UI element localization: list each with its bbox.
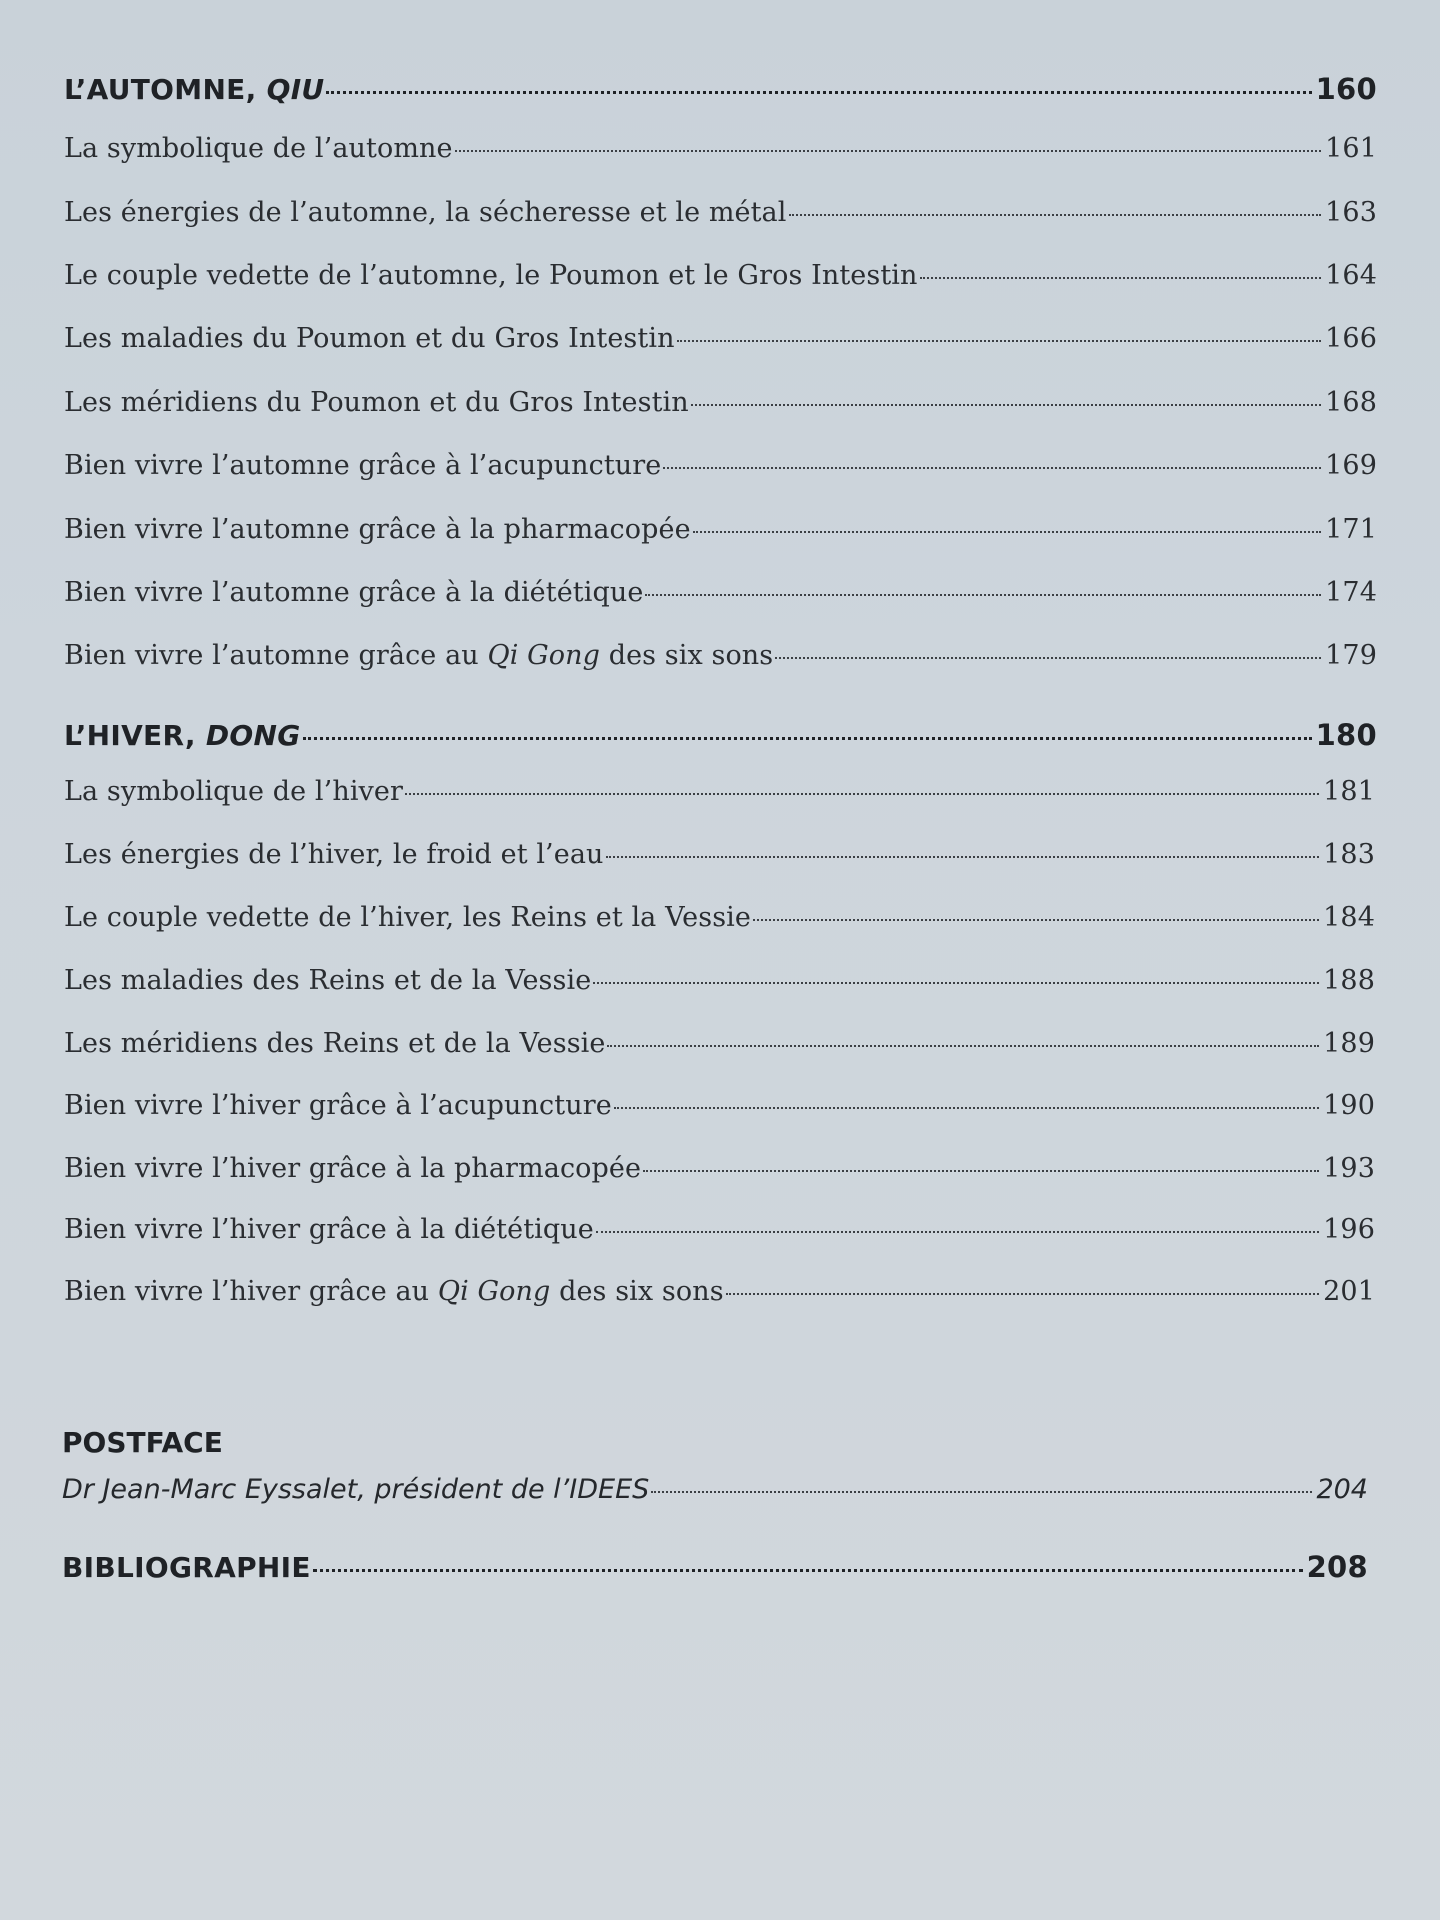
toc-entry: [64, 839, 1375, 870]
dot-leader: [326, 91, 1311, 94]
toc-section-heading-automne: [64, 72, 1377, 106]
entry-title: Bien vivre l’hiver grâce au: [64, 1276, 438, 1307]
page-number: 201: [1323, 1276, 1375, 1307]
page-number: 179: [1325, 640, 1377, 671]
page-number: 183: [1323, 839, 1375, 870]
entry-title: Bien vivre l’automne grâce à la diététique: [64, 577, 644, 608]
toc-entry: [64, 1214, 1375, 1245]
section-title-italic: QIU: [266, 73, 325, 106]
page-number: 164: [1325, 260, 1377, 291]
dot-leader: [614, 1107, 1319, 1109]
page-number: 180: [1315, 718, 1377, 752]
page-number: 190: [1323, 1090, 1375, 1121]
entry-title: Le couple vedette de l’automne, le Poumon et le Gros Intestin: [64, 260, 918, 291]
dot-leader: [643, 1170, 1319, 1172]
dot-leader: [645, 594, 1321, 596]
page-number: 189: [1323, 1028, 1375, 1059]
dot-leader: [405, 793, 1319, 795]
dot-leader: [606, 856, 1320, 858]
toc-entry-postface: [62, 1474, 1368, 1505]
toc-entry: [64, 260, 1377, 291]
toc-entry: [64, 1028, 1375, 1059]
entry-title: BIBLIOGRAPHIE: [62, 1551, 311, 1584]
page-number: 161: [1325, 133, 1377, 164]
toc-entry: [64, 1276, 1375, 1307]
dot-leader: [607, 1045, 1319, 1047]
toc-entry: [64, 197, 1377, 228]
page-number: 171: [1325, 514, 1377, 545]
entry-title: La symbolique de l’automne: [64, 133, 453, 164]
page-number: 188: [1323, 965, 1375, 996]
entry-title: Bien vivre l’hiver grâce à l’acupuncture: [64, 1090, 612, 1121]
dot-leader: [726, 1293, 1320, 1295]
entry-title: Bien vivre l’automne grâce à la pharmacopée: [64, 514, 691, 545]
page-number: 169: [1325, 450, 1377, 481]
toc-entry: [64, 450, 1377, 481]
section-title: L’AUTOMNE,: [64, 73, 267, 106]
entry-title: Le couple vedette de l’hiver, les Reins et la Vessie: [64, 902, 751, 933]
page-number: 168: [1325, 387, 1377, 418]
dot-leader: [753, 919, 1319, 921]
entry-title: Les énergies de l’automne, la sécheresse et le métal: [64, 197, 787, 228]
toc-entry: [64, 577, 1377, 608]
page-number: 193: [1323, 1153, 1375, 1184]
section-title-italic: DONG: [205, 719, 301, 752]
toc-entry: [64, 387, 1377, 418]
entry-title: Bien vivre l’automne grâce à l’acupuncture: [64, 450, 662, 481]
toc-entry-bibliographie: [62, 1550, 1368, 1584]
dot-leader: [691, 404, 1321, 406]
dot-leader: [313, 1569, 1303, 1572]
page-number: 166: [1325, 323, 1377, 354]
page-number: 181: [1323, 776, 1375, 807]
dot-leader: [789, 214, 1322, 216]
dot-leader: [663, 467, 1321, 469]
toc-entry: [64, 640, 1377, 671]
dot-leader: [596, 1231, 1319, 1233]
toc-entry: [64, 1153, 1375, 1184]
entry-title: Bien vivre l’hiver grâce à la pharmacopée: [64, 1153, 642, 1184]
entry-title-end: des six sons: [550, 1276, 724, 1307]
dot-leader: [303, 737, 1312, 740]
page-number: 160: [1315, 72, 1377, 106]
entry-title: Bien vivre l’automne grâce au: [64, 640, 488, 671]
toc-entry: [64, 965, 1375, 996]
entry-title: Bien vivre l’hiver grâce à la diététique: [64, 1214, 594, 1245]
entry-title-italic: Qi Gong: [487, 640, 601, 671]
page-number: 184: [1323, 902, 1375, 933]
dot-leader: [775, 657, 1321, 659]
toc-entry: [64, 323, 1377, 354]
entry-title: Dr Jean-Marc Eyssalet, président de l’IDEES: [62, 1474, 650, 1505]
toc-entry: [64, 776, 1375, 807]
entry-title: Les énergies de l’hiver, le froid et l’eau: [64, 839, 604, 870]
toc-entry: [64, 1090, 1375, 1121]
page-number: 163: [1325, 197, 1377, 228]
page-number: 204: [1316, 1474, 1368, 1505]
entry-title: Les méridiens du Poumon et du Gros Intestin: [64, 387, 689, 418]
dot-leader: [651, 1491, 1312, 1493]
section-title: L’HIVER,: [64, 719, 206, 752]
entry-title-end: des six sons: [600, 640, 774, 671]
dot-leader: [693, 531, 1321, 533]
entry-title: Les maladies du Poumon et du Gros Intestin: [64, 323, 675, 354]
page-number: 196: [1323, 1214, 1375, 1245]
entry-title: Les méridiens des Reins et de la Vessie: [64, 1028, 606, 1059]
postface-heading: POSTFACE: [62, 1426, 223, 1459]
entry-title-italic: Qi Gong: [437, 1276, 551, 1307]
toc-entry: [64, 133, 1377, 164]
entry-title: La symbolique de l’hiver: [64, 776, 403, 807]
dot-leader: [920, 277, 1322, 279]
toc-section-heading-hiver: [64, 718, 1377, 752]
toc-entry: [64, 902, 1375, 933]
dot-leader: [593, 982, 1319, 984]
dot-leader: [455, 150, 1322, 152]
toc-entry: [64, 514, 1377, 545]
dot-leader: [677, 340, 1322, 342]
page-number: 208: [1306, 1550, 1368, 1584]
entry-title: Les maladies des Reins et de la Vessie: [64, 965, 592, 996]
page-number: 174: [1325, 577, 1377, 608]
